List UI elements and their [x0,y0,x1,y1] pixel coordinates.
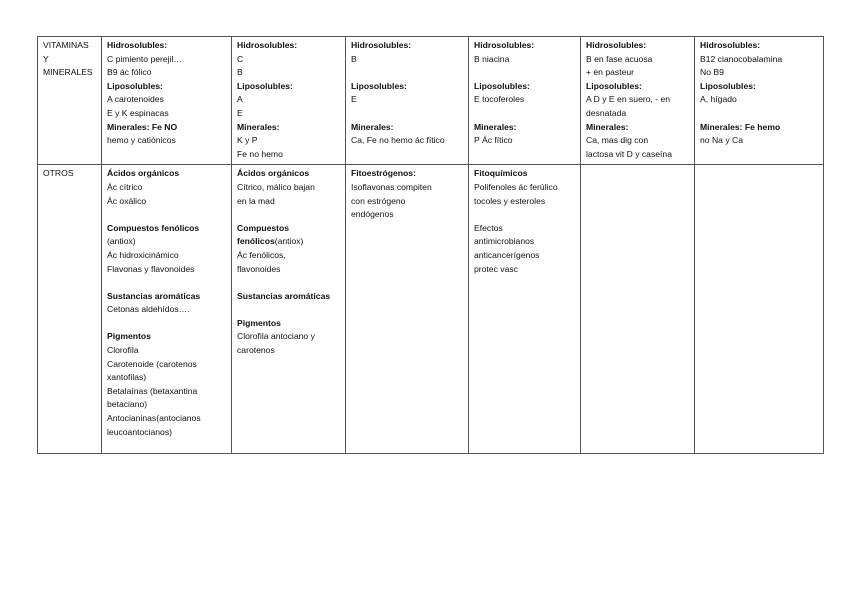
cell-heading: Hidrosolubles: [351,40,412,50]
cell-line [107,344,227,358]
cell-line [237,317,341,331]
cell-line [700,80,819,94]
cell-line [237,107,341,121]
cell-text: anticancerígenos [474,249,540,260]
cell-line [351,93,464,107]
cell-line [351,107,464,121]
cell-heading: Minerales: Fe hemo [700,121,781,132]
cell-line [700,53,819,67]
cell-text: B [351,53,357,64]
cell-text: Cítrico, málico bajan [237,181,315,192]
cell-line [237,195,341,209]
cell-line [237,235,341,249]
cell-text: en la mad [237,195,275,206]
cell-line [351,53,464,67]
cell-line [700,39,819,53]
cell-heading: Liposolubles: [700,80,756,91]
row-label-line: MINERALES [43,67,93,78]
table-cell [581,37,695,165]
cell-heading: Hidrosolubles: [586,40,647,50]
row-vitaminas-minerales [38,37,824,165]
cell-line [474,167,576,181]
cell-line [237,121,341,135]
cell-line [474,107,576,121]
cell-heading: Pigmentos [107,331,151,342]
table-cell [232,37,346,165]
cell-text: flavonoides [237,263,281,274]
cell-line [474,121,576,135]
cell-text: desnatada [586,107,627,118]
cell-line [237,222,341,236]
cell-heading: Minerales: Fe NO [107,121,178,132]
cell-line [107,195,227,209]
cell-line [474,222,576,236]
cell-text: B12 cianocobalamina [700,53,783,64]
cell-heading: Minerales: [474,121,517,132]
cell-text: B en fase acuosa [586,53,653,64]
cell-line [474,66,576,80]
cell-text: + en pasteur [586,67,635,78]
row-label-line: VITAMINAS [43,40,89,50]
cell-text: Polifenoles ác ferúlico [474,181,558,192]
cell-line [237,303,341,317]
cell-heading: Liposolubles: [107,80,163,91]
cell-text: endógenos [351,209,394,220]
cell-line [351,39,464,53]
cell-line [700,66,819,80]
cell-line [107,398,227,412]
cell-text: A [237,94,243,105]
cell-heading: Hidrosolubles: [474,40,535,50]
cell-text: (antiox) [107,236,136,247]
cell-text: A carotenoides [107,94,164,105]
table-body [38,37,824,454]
cell-text: E y K espinacas [107,107,169,118]
cell-line [107,385,227,399]
cell-text: Ác fenólicos, [237,249,286,260]
cell-line [351,208,464,222]
cell-text: Ca, mas dig con [586,135,649,146]
table-cell [581,165,695,454]
cell-text: antimicrobianos [474,236,535,247]
cell-line [474,181,576,195]
cell-line [107,330,227,344]
cell-line [107,93,227,107]
cell-line [107,371,227,385]
cell-line [237,208,341,222]
cell-text: betaciano) [107,399,148,410]
cell-text: E tocoferoles [474,94,525,105]
cell-line [474,39,576,53]
cell-line [237,134,341,148]
cell-line [586,121,690,135]
cell-line [586,107,690,121]
row-otros [38,165,824,454]
cell-heading: Hidrosolubles: [107,40,168,50]
cell-text: protec vasc [474,263,518,274]
cell-line [107,181,227,195]
cell-line [107,358,227,372]
cell-line [474,263,576,277]
cell-line [351,167,464,181]
cell-line [107,290,227,304]
cell-line [237,148,341,162]
table-cell [469,37,581,165]
cell-heading: Ácidos orgánicos [107,168,180,179]
cell-text: Fe no hemo [237,148,283,159]
cell-line [586,80,690,94]
table-cell [469,165,581,454]
cell-line [107,121,227,135]
nutrition-table [37,36,824,454]
table-cell [346,165,469,454]
cell-text: B [237,67,243,78]
cell-line [700,93,819,107]
cell-heading: Minerales: [237,121,280,132]
cell-line [474,235,576,249]
cell-text: leucoantocianos) [107,426,172,437]
cell-line [107,303,227,317]
cell-line [107,249,227,263]
cell-text: (antiox) [274,236,304,247]
cell-heading: Liposolubles: [237,80,293,91]
row-label-line: OTROS [43,168,74,179]
cell-text: hemo y catiónicos [107,135,176,146]
cell-text: Efectos [474,222,503,233]
cell-heading: Hidrosolubles: [700,40,761,50]
cell-line [586,148,690,162]
cell-text: Cetonas aldehídos…. [107,304,190,315]
cell-line [237,181,341,195]
cell-text: Carotenoide (carotenos [107,358,197,369]
cell-line [237,330,341,344]
cell-line [474,134,576,148]
cell-line [107,66,227,80]
cell-line [351,195,464,209]
cell-line [474,53,576,67]
cell-heading: Compuestos [237,222,290,233]
cell-line [107,167,227,181]
cell-line [351,181,464,195]
cell-line [107,107,227,121]
cell-text: B9 ác fólico [107,67,152,78]
cell-text: No B9 [700,67,724,78]
cell-line [107,276,227,290]
cell-line [351,121,464,135]
cell-text: xantofilas) [107,372,147,383]
cell-line [474,93,576,107]
cell-text: P Ác fítico [474,135,513,146]
cell-text: A, hígado [700,94,737,105]
cell-text: C pimiento perejil… [107,53,182,64]
cell-text: Ác hidroxicinámico [107,249,179,260]
cell-line [700,134,819,148]
cell-line [351,80,464,94]
cell-line [107,39,227,53]
cell-heading: Pigmentos [237,317,281,328]
cell-heading: Fitoquímicos [474,168,528,179]
cell-text: K y P [237,135,258,146]
cell-text: Isoflavonas compiten [351,181,432,192]
cell-line [237,167,341,181]
cell-line [237,344,341,358]
table-cell [346,37,469,165]
cell-line [351,134,464,148]
cell-heading: Hidrosolubles: [237,40,298,50]
cell-line [237,290,341,304]
cell-line [107,263,227,277]
cell-line [700,107,819,121]
cell-line [107,134,227,148]
cell-heading: Minerales: [351,121,394,132]
cell-text: Ca, Fe no hemo ác fítico [351,135,445,146]
cell-heading: Compuestos fenólicos [107,222,200,233]
cell-heading: fenólicos [237,236,275,247]
cell-heading: Fitoestrógenos: [351,168,416,179]
cell-text: Clorofila antociano y [237,331,315,342]
cell-text: Betalaínas (betaxantina [107,385,198,396]
cell-line [107,317,227,331]
cell-line [474,208,576,222]
cell-line [586,66,690,80]
cell-line [107,412,227,426]
cell-line [237,66,341,80]
cell-heading: Sustancias aromáticas [107,290,201,301]
row-label-cell [38,165,102,454]
cell-text: con estrógeno [351,195,406,206]
cell-line [237,53,341,67]
cell-line [237,276,341,290]
cell-line [107,222,227,236]
cell-line [107,235,227,249]
cell-line [237,93,341,107]
cell-line [237,249,341,263]
cell-text: Antocianinas(antocianos [107,413,201,424]
cell-line [586,39,690,53]
cell-text: carotenos [237,345,275,356]
cell-text: no Na y Ca [700,135,743,146]
cell-text: Clorofila [107,345,139,356]
cell-text: E [351,94,357,105]
cell-text: B niacina [474,53,510,64]
cell-line [474,80,576,94]
cell-text: lactosa vit D y caseína [586,148,672,159]
table-cell [695,165,824,454]
cell-line [586,53,690,67]
cell-line [586,93,690,107]
cell-heading: Sustancias aromáticas [237,290,331,301]
cell-line [237,39,341,53]
cell-line [107,53,227,67]
cell-text: Ác oxálico [107,195,147,206]
cell-heading: Liposolubles: [586,80,642,91]
table-cell [695,37,824,165]
cell-heading: Ácidos orgánicos [237,168,310,179]
cell-line [107,80,227,94]
cell-line [107,208,227,222]
cell-line [586,134,690,148]
cell-text: Ác cítrico [107,181,143,192]
cell-text: Flavonas y flavonoides [107,263,195,274]
cell-heading: Minerales: [586,121,629,132]
cell-text: tocoles y esteroles [474,195,546,206]
cell-line [351,66,464,80]
cell-heading: Liposolubles: [474,80,530,91]
table-cell [232,165,346,454]
cell-heading: Liposolubles: [351,80,407,91]
row-label-cell [38,37,102,165]
cell-line [474,249,576,263]
cell-line [474,195,576,209]
table-cell [102,37,232,165]
cell-text: C [237,53,244,64]
cell-text: E [237,107,243,118]
cell-line [237,263,341,277]
row-label-line: Y [43,53,49,64]
cell-line [700,121,819,135]
cell-line [237,80,341,94]
table-cell [102,165,232,454]
cell-line [107,426,227,440]
cell-text: A D y E en suero, - en [586,94,671,105]
